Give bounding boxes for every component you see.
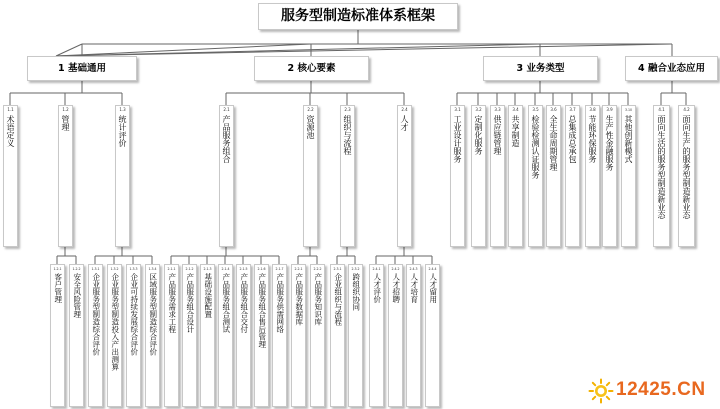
leaf-node (330, 264, 345, 407)
leaf-node (126, 264, 141, 407)
leaf-node (291, 264, 306, 407)
node-number: 2.1 (223, 107, 230, 112)
leaf-node (69, 264, 84, 407)
mid-node (602, 105, 617, 247)
node-label: 全生命周期管理 (549, 115, 558, 171)
leaf-node (236, 264, 251, 407)
connector-line (56, 44, 311, 56)
leaf-node (145, 264, 160, 407)
category-box (254, 56, 369, 81)
leaf-node (388, 264, 403, 407)
node-number: 2.1.1 (167, 267, 176, 271)
node-label: 产品服务数据库 (294, 273, 304, 326)
mid-node (115, 105, 130, 247)
node-label: 人才招聘 (391, 273, 401, 303)
leaf-node (164, 264, 179, 407)
node-number: 2.1.4 (221, 267, 230, 271)
node-number: 2.2.1 (294, 267, 303, 271)
leaf-node (182, 264, 197, 407)
node-label: 基础设施配置 (203, 273, 213, 318)
node-number: 1.3.4 (148, 267, 157, 271)
site-watermark (588, 378, 718, 404)
node-label: 人才评价 (372, 273, 382, 303)
sun-logo-icon (588, 378, 614, 404)
node-label: 资源池 (306, 115, 315, 139)
mid-node (565, 105, 580, 247)
node-number: 3.8 (589, 107, 596, 112)
node-label: 产品服务供需网络 (275, 273, 285, 333)
node-label: 管理 (61, 115, 70, 131)
mid-node (508, 105, 523, 247)
node-label: 节能环保服务 (588, 115, 597, 163)
node-label: 人才培育 (409, 273, 419, 303)
category-label: 1 基础通用 (58, 63, 106, 74)
node-label: 定制化服务 (474, 115, 483, 155)
node-number: 2.1.2 (185, 267, 194, 271)
node-label: 产品服务组合 (222, 115, 231, 163)
node-label: 产品服务知识库 (313, 273, 323, 326)
mid-node (621, 105, 636, 247)
node-number: 1.3.1 (91, 267, 100, 271)
mid-node (397, 105, 412, 247)
category-label: 2 核心要素 (287, 63, 336, 74)
connector-line (56, 44, 672, 56)
mid-node (3, 105, 18, 247)
node-number: 1.1 (7, 107, 14, 112)
node-number: 3.6 (550, 107, 557, 112)
node-number: 3.10 (624, 108, 633, 112)
node-label: 术语定义 (6, 115, 15, 147)
node-number: 3.3 (494, 107, 501, 112)
node-label: 产品服务组合交付 (239, 273, 249, 333)
mid-node (58, 105, 73, 247)
node-label: 产品服务需求工程 (167, 273, 177, 333)
node-number: 1.2.1 (53, 267, 62, 271)
leaf-node (425, 264, 440, 407)
mid-node (546, 105, 561, 247)
node-number: 2.4 (401, 107, 408, 112)
category-box (483, 56, 598, 81)
node-number: 2.1.3 (203, 267, 212, 271)
node-label: 工业设计服务 (453, 115, 462, 163)
node-label: 安全风险管理 (72, 273, 82, 318)
node-label: 产品服务组合测试 (221, 273, 231, 333)
mid-node (490, 105, 505, 247)
node-number: 1.2.2 (72, 267, 81, 271)
mid-node (471, 105, 486, 247)
node-number: 1.3 (119, 107, 126, 112)
node-number: 2.4.1 (372, 267, 381, 271)
node-number: 4.1 (658, 107, 665, 112)
leaf-node (369, 264, 384, 407)
leaf-node (218, 264, 233, 407)
node-number: 2.3 (344, 107, 351, 112)
node-number: 3.2 (475, 107, 482, 112)
node-number: 3.4 (512, 107, 519, 112)
leaf-node (107, 264, 122, 407)
leaf-node (310, 264, 325, 407)
mid-node (340, 105, 355, 247)
node-label: 区域服务型制造综合评价 (148, 273, 158, 356)
node-label: 产品服务组合设计 (185, 273, 195, 333)
node-label: 检验检测认证服务 (531, 115, 540, 179)
leaf-node (348, 264, 363, 407)
node-number: 2.2 (307, 107, 314, 112)
mid-node (585, 105, 600, 247)
node-number: 3.9 (606, 107, 613, 112)
node-number: 1.3.2 (110, 267, 119, 271)
node-number: 2.3.1 (333, 267, 342, 271)
category-label: 3 业务类型 (516, 63, 565, 74)
node-number: 2.3.2 (351, 267, 360, 271)
category-box (27, 56, 137, 81)
leaf-node (272, 264, 287, 407)
leaf-node (50, 264, 65, 407)
node-label: 产品服务组合售后管理 (257, 273, 267, 348)
node-label: 其他创新模式 (624, 115, 633, 163)
node-number: 3.5 (532, 107, 539, 112)
node-label: 组织与流程 (343, 115, 352, 155)
node-label: 生产性金融服务 (605, 115, 614, 171)
node-label: 面向生产的服务型制造新业态 (682, 115, 691, 219)
connector-line (56, 44, 82, 56)
node-label: 人才留用 (428, 273, 438, 303)
mid-node (303, 105, 318, 247)
node-label: 跨组织协同 (351, 273, 361, 311)
node-number: 1.3.3 (129, 267, 138, 271)
category-box (625, 56, 718, 81)
mid-node (653, 105, 670, 247)
leaf-node (406, 264, 421, 407)
node-label: 总集成总承包 (568, 115, 577, 163)
node-label: 企业服务型制造综合评价 (91, 273, 101, 356)
node-number: 2.1.5 (239, 267, 248, 271)
node-number: 2.1.6 (257, 267, 266, 271)
node-label: 共享制造 (511, 115, 520, 147)
mid-node (219, 105, 234, 247)
node-number: 1.2 (62, 107, 69, 112)
node-number: 2.2.2 (313, 267, 322, 271)
node-number: 3.1 (454, 107, 461, 112)
node-number: 4.2 (683, 107, 690, 112)
node-label: 企业组织与流程 (333, 273, 343, 326)
node-number: 2.1.7 (275, 267, 284, 271)
node-number: 2.4.2 (391, 267, 400, 271)
leaf-node (88, 264, 103, 407)
mid-node (678, 105, 695, 247)
node-label: 供应链管理 (493, 115, 502, 155)
node-label: 面向生活的服务型制造新业态 (657, 115, 666, 219)
node-number: 3.7 (569, 107, 576, 112)
node-label: 企业可持续发展综合评价 (129, 273, 139, 356)
mid-node (450, 105, 465, 247)
node-label: 企业服务型制造投入产出测算 (110, 273, 120, 371)
watermark-text: 12425.CN (616, 379, 706, 400)
node-label: 客户管理 (53, 273, 63, 303)
category-label: 4 融合业态应用 (638, 63, 705, 74)
node-label: 人才 (400, 115, 409, 131)
leaf-node (200, 264, 215, 407)
node-label: 统计评价 (118, 115, 127, 147)
mid-node (528, 105, 543, 247)
node-number: 2.4.4 (428, 267, 437, 271)
leaf-node (254, 264, 269, 407)
node-number: 2.4.3 (409, 267, 418, 271)
diagram-title: 服务型制造标准体系框架 (258, 3, 458, 30)
